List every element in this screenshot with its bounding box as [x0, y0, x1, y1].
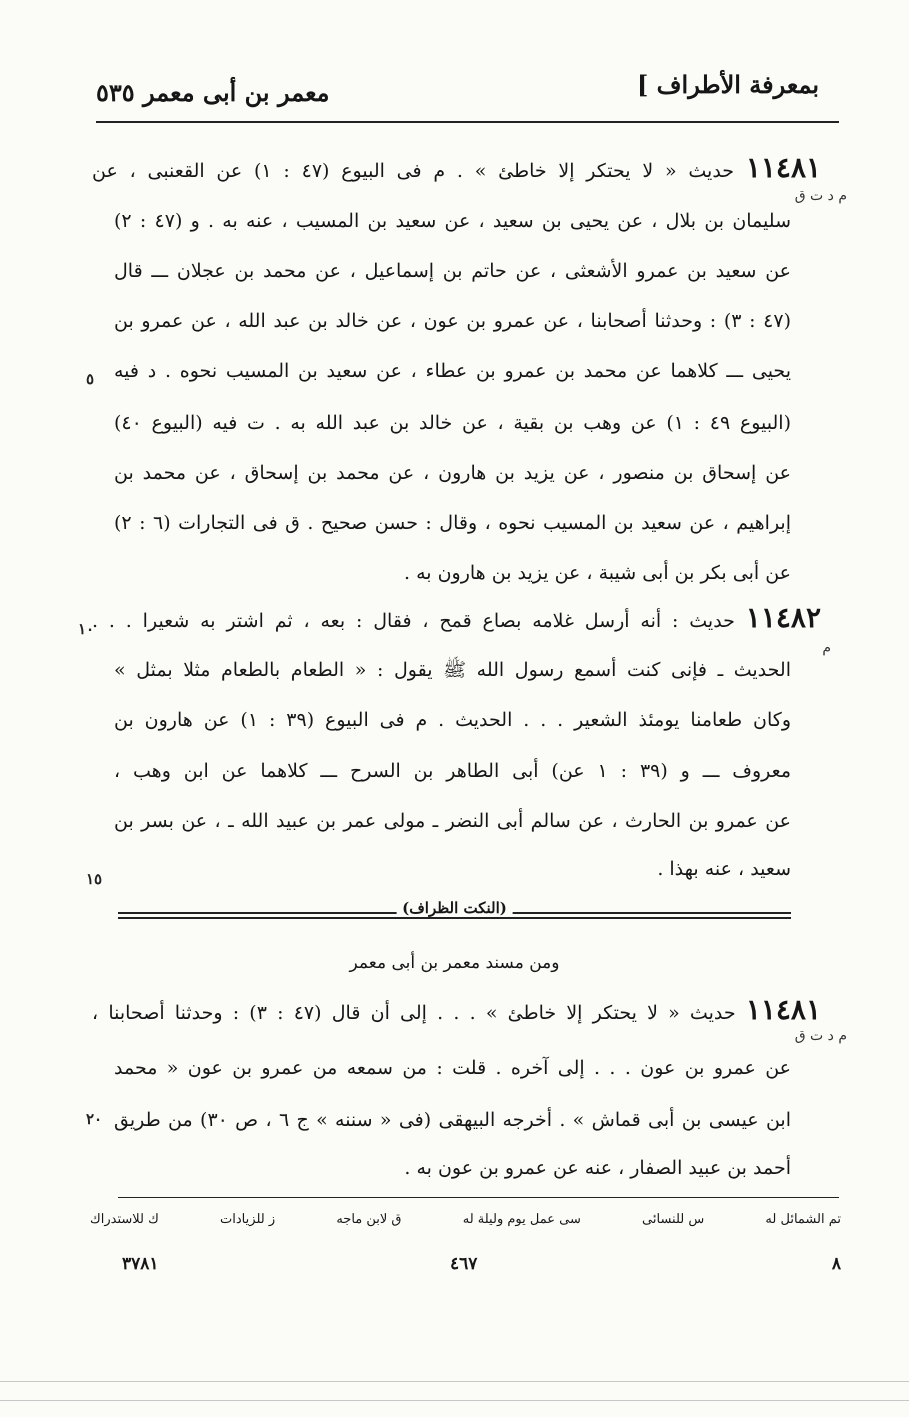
abbreviation: ق لابن ماجه — [336, 1212, 402, 1227]
abbreviation: س للنسائى — [642, 1212, 705, 1227]
entry-1-line-1: ١١٤٨١ حديث « لا يحتكر إلا خاطئ » . م فى البيوع (٤٧ : ١) عن القعنبى ، عن — [92, 153, 821, 184]
nukat-line-2: عن عمرو بن عون . . . إلى آخره . قلت : من سمعه من عمرو بن عون « محمد — [114, 1057, 791, 1079]
abbreviations-key — [90, 1212, 841, 1227]
abbreviation: تم الشمائل له — [765, 1212, 841, 1227]
section-divider — [118, 899, 791, 920]
line-number-10: ١٠ — [78, 620, 95, 638]
entry-2-line-1: ١١٤٨٢ حديث : أنه أرسل غلامه بصاع قمح ، فقال : بعه ، ثم اشتر به شعيرا . . . — [92, 603, 821, 634]
scan-edge-line — [0, 1400, 909, 1401]
entry-number: ١١٤٨٢ — [745, 603, 821, 634]
entry-1-line-6: (البيوع ٤٩ : ١) عن وهب بن بقية ، عن خالد بن عبد الله به . ت فيه (البيوع ٤٠) — [114, 412, 791, 434]
entry-1-line-4: (٤٧ : ٣) : وحدثنا أصحابنا ، عن عمرو بن عون ، عن خالد بن عبد الله ، عن عمرو بن — [114, 310, 791, 332]
entry-2-line-4: معروف ـــ و (٣٩ : ١ عن) أبى الطاهر بن السرح ـــ كلاهما عن ابن وهب ، — [114, 760, 791, 782]
abbreviation: ز للزيادات — [220, 1212, 276, 1227]
entry-1-line-5: يحيى ـــ كلاهما عن محمد بن عمرو بن عطاء ، عن سعيد بن المسيب نحوه . د فيه — [114, 360, 791, 382]
entry-2-line-2: الحديث ـ فإنى كنت أسمع رسول الله ﷺ يقول : « الطعام بالطعام مثلا بمثل » — [114, 659, 791, 681]
nukat-line-3: ابن عيسى بن أبى قماش » . أخرجه البيهقى (فى « سننه » ج ٦ ، ص ٣٠) من طريق — [114, 1109, 791, 1131]
entry-1-line-9: عن أبى بكر بن أبى شيبة ، عن يزيد بن هارون به . — [403, 562, 791, 584]
section-title: ومن مسند معمر بن أبى معمر — [349, 953, 560, 973]
running-header-page-title: معمر بن أبى معمر ٥٣٥ — [96, 78, 330, 107]
nukat-margin-code: م د ت ق — [794, 1028, 847, 1044]
nukat-line-1: ١١٤٨١ حديث « لا يحتكر إلا خاطئ » . . . إلى أن قال (٤٧ : ٣) : وحدثنا أصحابنا ، — [92, 995, 821, 1026]
entry-number: ١١٤٨١ — [745, 995, 821, 1026]
volume-number: ٨ — [831, 1254, 841, 1274]
entry-1-line-8: إبراهيم ، عن سعيد بن المسيب نحوه ، وقال : حسن صحيح . ق فى التجارات (٦ : ٢) — [114, 512, 791, 534]
divider-label: (النكت الظراف) — [396, 899, 513, 917]
entry-1-line-3: عن سعيد بن عمرو الأشعثى ، عن حاتم بن إسماعيل ، عن محمد بن عجلان ـــ قال — [114, 260, 791, 282]
entry-1-margin-code: م د ت ق — [794, 188, 847, 204]
entry-2-line-5: عن عمرو بن الحارث ، عن سالم أبى النضر ـ مولى عمر بن عبيد الله ـ ، عن بسر بن — [114, 810, 791, 832]
folio-number: ٣٧٨١ — [122, 1254, 159, 1274]
entry-2-line-6: سعيد ، عنه بهذا . — [657, 858, 791, 880]
entry-number: ١١٤٨١ — [745, 153, 821, 184]
nukat-line-4: أحمد بن عبيد الصفار ، عنه عن عمرو بن عون به . — [404, 1157, 791, 1179]
running-header-book-title: بمعرفة الأطراف ] — [636, 70, 819, 99]
line-number-15: ١٥ — [86, 870, 103, 888]
header-rule — [96, 121, 839, 123]
entry-2-margin-code: م — [822, 640, 831, 656]
abbreviation: سى عمل يوم وليلة له — [462, 1212, 581, 1227]
line-number-20: ٢٠ — [86, 1110, 103, 1128]
entry-1-line-7: عن إسحاق بن منصور ، عن يزيد بن هارون ، عن محمد بن إسحاق ، عن محمد بن — [114, 462, 791, 484]
scan-edge-line — [0, 1381, 909, 1382]
line-number-5: ٥ — [86, 370, 95, 388]
entry-1-line-2: سليمان بن بلال ، عن يحيى بن سعيد ، عن سعيد بن المسيب ، عنه به . و (٤٧ : ٢) — [114, 210, 791, 232]
entry-2-line-3: وكان طعامنا يومئذ الشعير . . . الحديث . م فى البيوع (٣٩ : ١) عن هارون بن — [114, 709, 791, 731]
page-number: ٤٦٧ — [450, 1254, 478, 1274]
abbreviation: ك للاستدراك — [90, 1212, 159, 1227]
footer-rule — [118, 1197, 839, 1198]
